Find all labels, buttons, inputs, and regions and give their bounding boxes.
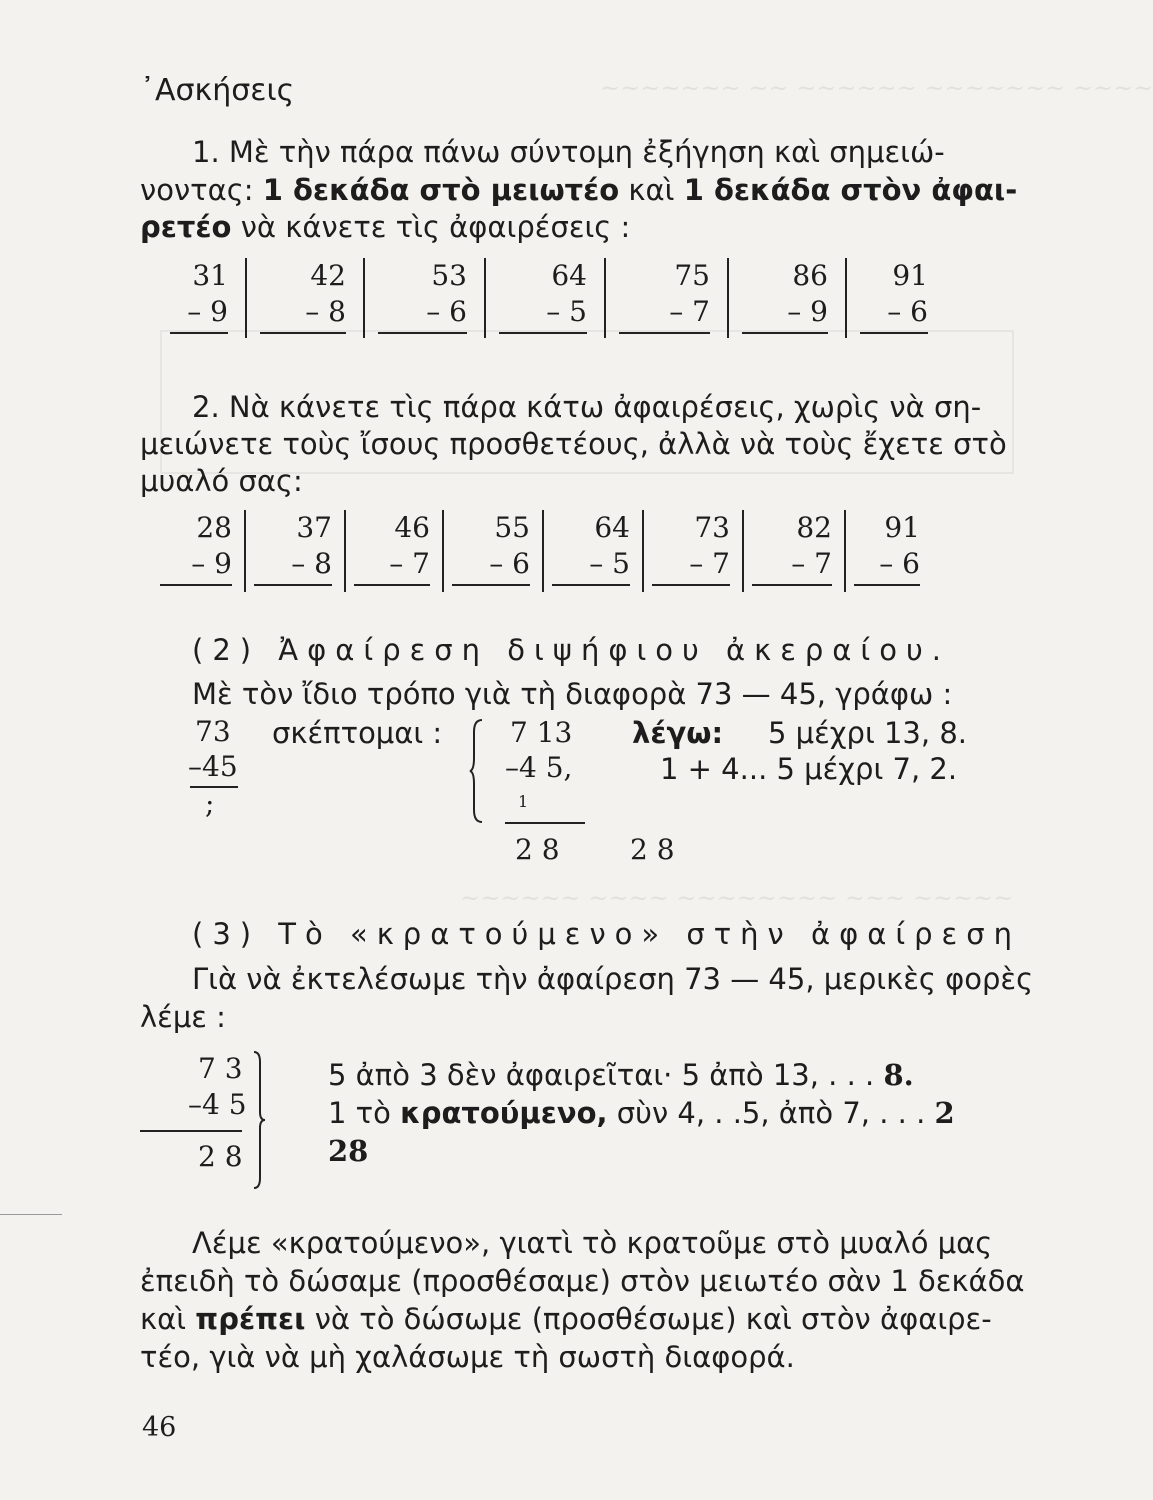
section-3-bracket <box>252 1050 266 1190</box>
section-2-column-top: 73 <box>195 715 231 748</box>
explain-1-text: 5 ἀπὸ 3 δὲν ἀφαιρεῖται· 5 ἀπὸ 13, . . . <box>328 1058 875 1092</box>
problem-bottom: – 9 <box>742 294 828 334</box>
exercise-1-bold-subtrahend: 1 δεκάδα στὸν ἀφαι- <box>683 173 1018 207</box>
section-2-think-bottom: –4 5, <box>505 751 573 784</box>
problem-cell <box>552 510 634 592</box>
problem-top: 75 <box>674 259 710 292</box>
problem-cell <box>254 510 336 592</box>
section-2-think-result: 2 8 <box>515 833 560 866</box>
closing-line-3-bold: πρέπει <box>195 1302 306 1336</box>
exercise-1-grid <box>170 258 932 338</box>
section-2-say-result: 2 8 <box>630 833 675 866</box>
exercise-1-line-2-pre: νοντας: <box>140 173 263 207</box>
section-3-heading: (3) Τὸ «κρατούμενο» στὴν ἀφαίρεση <box>192 917 1021 951</box>
section-3-explain-1 <box>328 1058 914 1092</box>
divider <box>844 510 846 592</box>
section-2-say-label <box>632 716 723 750</box>
problem-top: 53 <box>431 259 467 292</box>
exercise-2-line-1: 2. Νὰ κάνετε τὶς πάρα κάτω ἀφαιρέσεις, χωρὶς νὰ ση- <box>192 390 982 424</box>
section-2-think-top: 7 13 <box>510 716 573 749</box>
section-3-column-bottom: –4 5 <box>188 1088 247 1121</box>
problem-bottom: – 7 <box>619 294 710 334</box>
section-2-line-1: Μὲ τὸν ἴδιο τρόπο γιὰ τὴ διαφορὰ 73 — 45, γράφω : <box>192 677 953 711</box>
problem-top: 37 <box>296 511 332 544</box>
problem-bottom: – 6 <box>378 294 467 334</box>
closing-line-3-rest: νὰ τὸ δώσωμε (προσθέσωμε) καὶ στὸν ἀφαιρε- <box>305 1302 992 1336</box>
section-2-heading: (2) Ἀφαίρεση διψήφιου ἀκεραίου. <box>192 633 950 667</box>
section-2-think-small: 1 <box>518 792 529 811</box>
problem-cell <box>378 258 471 338</box>
exercise-1-line-3-bold: ρετέο <box>140 210 232 244</box>
problem-bottom: – 7 <box>652 546 730 586</box>
problem-top: 82 <box>796 511 832 544</box>
divider <box>244 510 246 592</box>
problem-bottom: – 7 <box>752 546 832 586</box>
closing-line-3-pre: καὶ <box>140 1302 196 1336</box>
bracket-icon <box>252 1050 266 1190</box>
divider <box>742 510 744 592</box>
divider <box>542 510 544 592</box>
section-3-explain-3: 28 <box>328 1134 369 1168</box>
problem-bottom: – 6 <box>452 546 530 586</box>
problem-cell <box>160 510 236 592</box>
problem-cell <box>860 258 932 338</box>
closing-line-2: ἐπειδὴ τὸ δώσαμε (προσθέσαμε) στὸν μειωτέο σὰν 1 δεκάδα <box>140 1264 1025 1298</box>
problem-cell <box>170 258 232 338</box>
problem-top: 91 <box>884 511 920 544</box>
problem-top: 91 <box>892 259 928 292</box>
section-2-say-line-2: 1 + 4... 5 μέχρι 7, 2. <box>660 752 958 786</box>
exercise-1-line-1: 1. Μὲ τὴν πάρα πάνω σύντομη ἐξήγηση καὶ σημειώ- <box>192 135 945 169</box>
explain-2-bold: κρατούμενο, <box>400 1096 608 1130</box>
problem-cell <box>854 510 924 592</box>
exercise-1-line-3 <box>140 210 630 244</box>
divider <box>245 258 247 338</box>
exercise-1-line-2-mid: καὶ <box>619 173 684 207</box>
problem-bottom: – 9 <box>160 546 232 586</box>
margin-mark <box>0 1214 62 1215</box>
section-3-line-2: λέμε : <box>140 1000 226 1034</box>
divider <box>727 258 729 338</box>
section-3-line-1: Γιὰ νὰ ἐκτελέσωμε τὴν ἀφαίρεση 73 — 45, μερικὲς φορὲς <box>192 962 1034 996</box>
exercise-2-line-3: μυαλό σας: <box>140 464 303 498</box>
problem-cell <box>752 510 836 592</box>
divider <box>604 258 606 338</box>
divider <box>442 510 444 592</box>
explain-2-pre: 1 τὸ <box>328 1096 401 1130</box>
section-2-brace <box>470 718 484 824</box>
problem-top: 42 <box>310 259 346 292</box>
divider <box>642 510 644 592</box>
explain-2-text: σὺν 4, . .5, ἀπὸ 7, . . . <box>607 1096 926 1130</box>
section-2-column-question: ; <box>205 787 215 820</box>
exercise-2-line-2: μειώνετε τοὺς ἴσους προσθετέους, ἀλλὰ νὰ τοὺς ἔχετε στὸ <box>140 427 1007 461</box>
problem-top: 55 <box>494 511 530 544</box>
section-3-column-rule <box>140 1130 242 1132</box>
problem-top: 64 <box>594 511 630 544</box>
problem-cell <box>499 258 591 338</box>
problem-bottom: – 8 <box>260 294 346 334</box>
divider <box>344 510 346 592</box>
closing-line-3 <box>140 1302 992 1336</box>
problem-bottom: – 6 <box>860 294 928 334</box>
section-3-column-top: 7 3 <box>198 1052 243 1085</box>
problem-bottom: – 6 <box>854 546 920 586</box>
problem-top: 73 <box>694 511 730 544</box>
page-number: 46 <box>142 1412 177 1443</box>
problem-bottom: – 5 <box>499 294 587 334</box>
problem-top: 46 <box>394 511 430 544</box>
problem-top: 31 <box>192 259 228 292</box>
divider <box>363 258 365 338</box>
exercise-1-line-2 <box>140 173 1017 207</box>
bleed-through: ~~~~~~~ ~~ ~~~~~~ ~~~~~~~ ~~~~ <box>600 74 1153 102</box>
problem-top: 64 <box>551 259 587 292</box>
section-2-say-line-1: 5 μέχρι 13, 8. <box>768 716 967 750</box>
divider <box>845 258 847 338</box>
section-3-column-result: 2 8 <box>198 1140 243 1173</box>
problem-cell <box>619 258 714 338</box>
problem-cell <box>452 510 534 592</box>
exercise-2-grid <box>160 510 924 592</box>
section-2-column-bottom: –45 <box>188 750 238 783</box>
problem-bottom: – 5 <box>552 546 630 586</box>
page-title: ᾿Ασκήσεις <box>140 73 295 108</box>
brace-icon <box>470 718 484 824</box>
closing-line-4: τέο, γιὰ νὰ μὴ χαλάσωμε τὴ σωστὴ διαφορά. <box>140 1340 795 1374</box>
section-3-explain-2 <box>328 1096 955 1130</box>
closing-line-1: Λέμε «κρατούμενο», γιατὶ τὸ κρατοῦμε στὸ μυαλό μας <box>192 1226 993 1260</box>
problem-cell <box>260 258 350 338</box>
section-2-think-label: σκέπτομαι : <box>272 716 443 750</box>
say-label-bold: λέγω: <box>632 716 724 750</box>
exercise-1-bold-minuend: 1 δεκάδα στὸ μειωτέο <box>262 173 620 207</box>
divider <box>484 258 486 338</box>
explain-2-end: 2 <box>934 1096 955 1130</box>
section-2-think-rule <box>505 822 585 824</box>
explain-1-bold: 8. <box>883 1058 914 1092</box>
problem-top: 28 <box>196 511 232 544</box>
exercise-1-line-3-rest: νὰ κάνετε τὶς ἀφαιρέσεις : <box>231 210 631 244</box>
problem-cell <box>742 258 832 338</box>
problem-bottom: – 8 <box>254 546 332 586</box>
problem-top: 86 <box>792 259 828 292</box>
problem-cell <box>354 510 434 592</box>
problem-bottom: – 7 <box>354 546 430 586</box>
problem-cell <box>652 510 734 592</box>
bleed-through: ~~~~~~ ~~~~ ~~~~~~~~ ~~~ ~~~~~ <box>460 884 1014 912</box>
problem-bottom: – 9 <box>170 294 228 334</box>
